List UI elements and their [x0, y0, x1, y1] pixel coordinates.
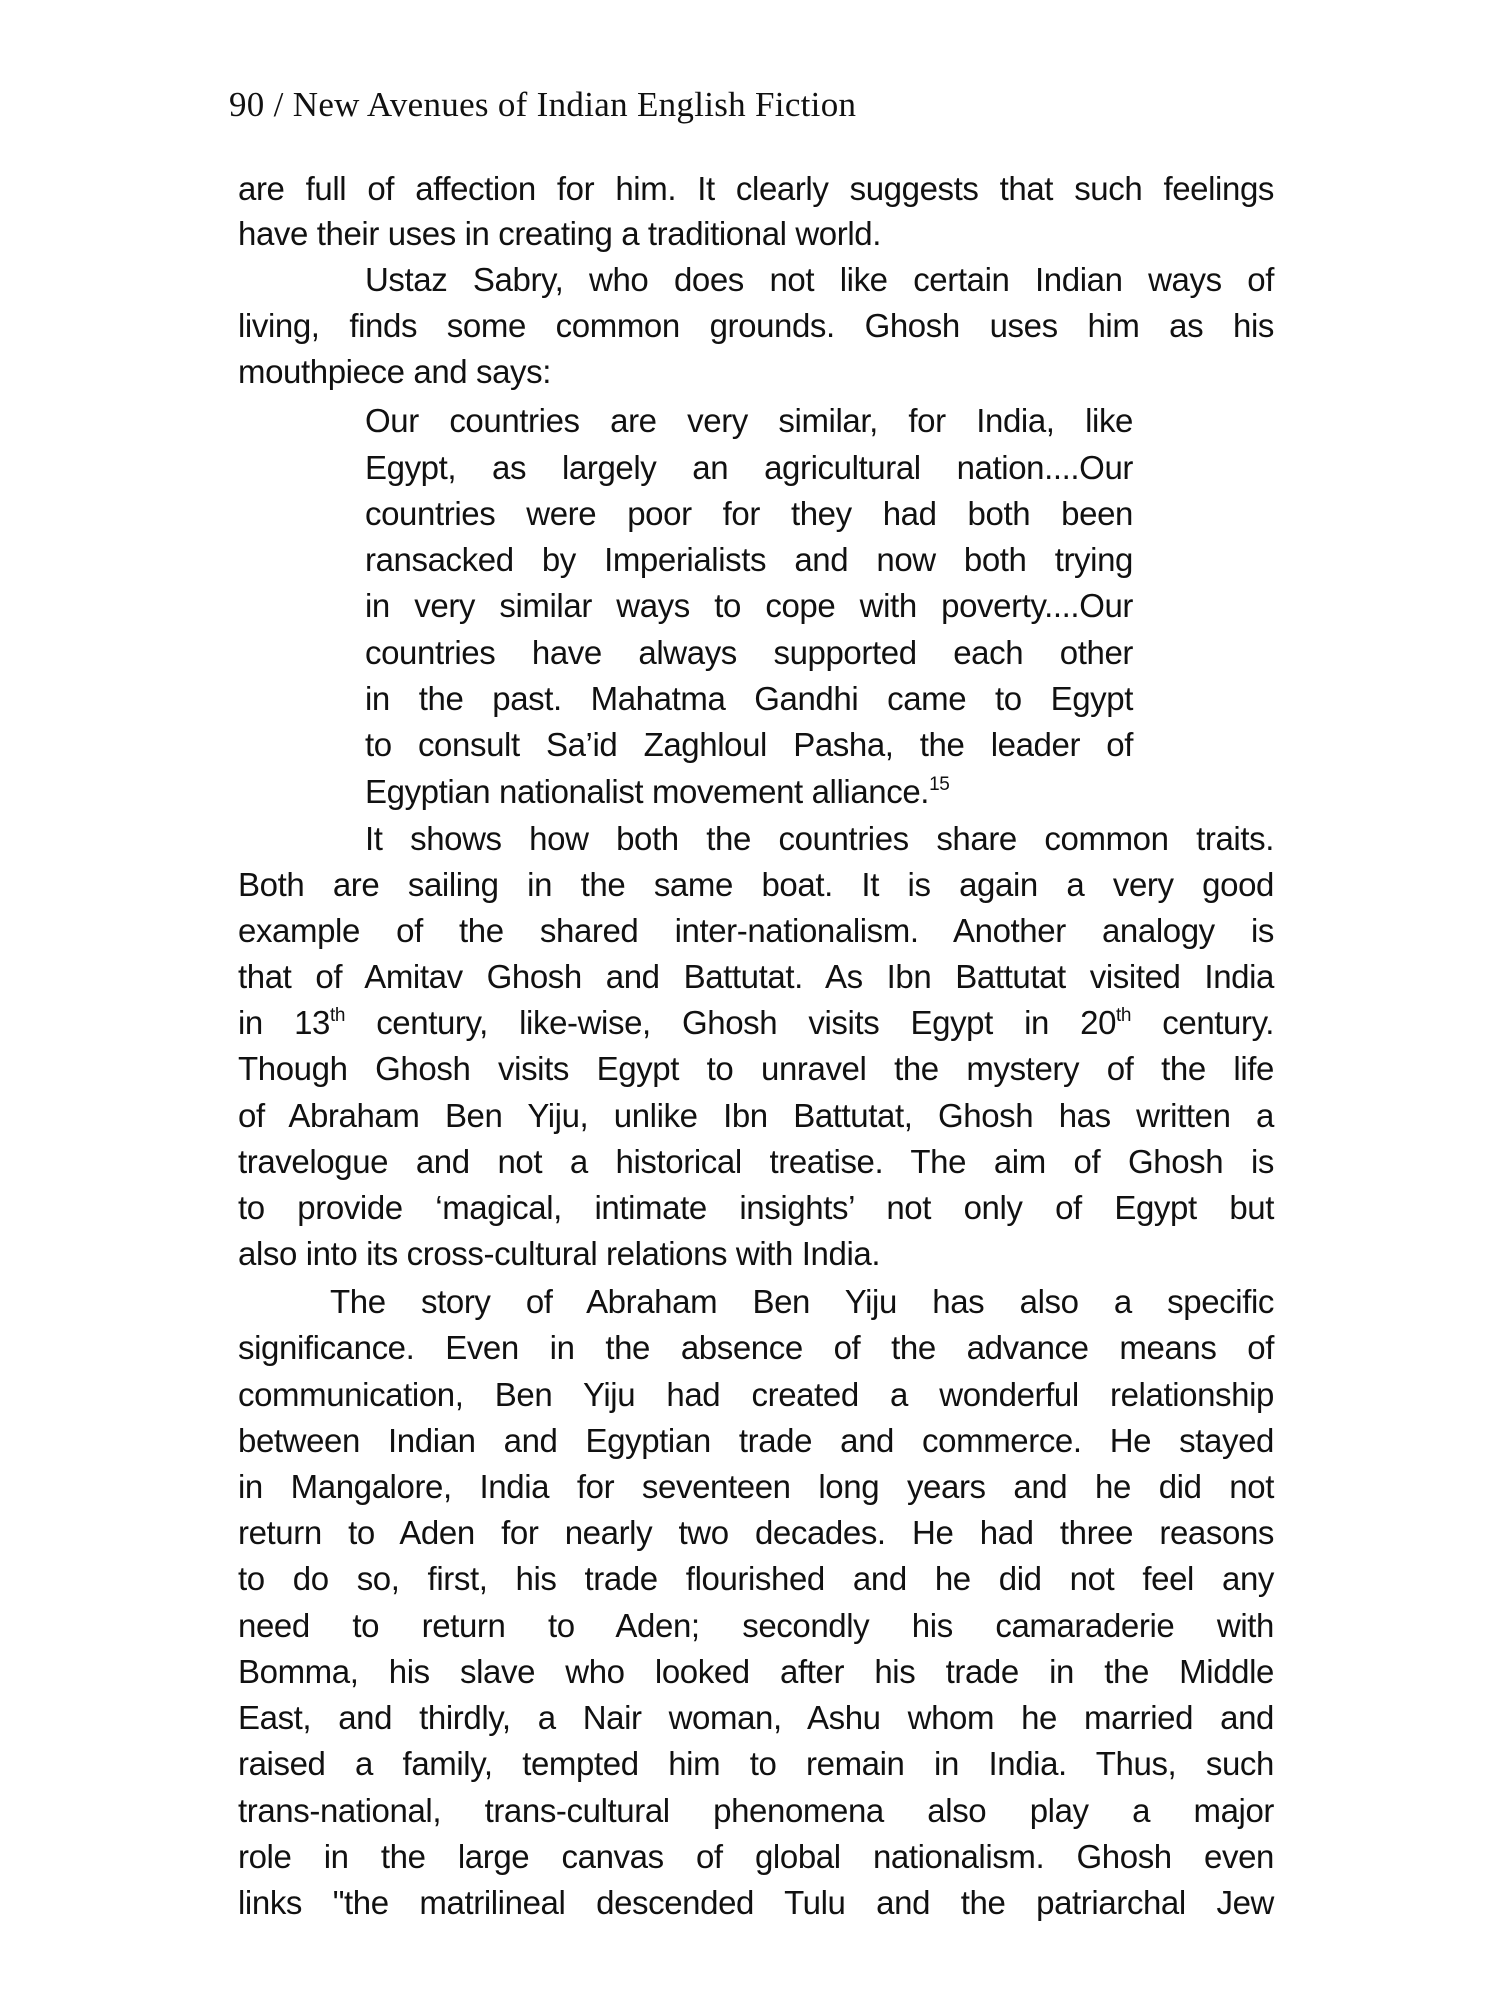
running-header	[229, 82, 1329, 128]
body-line: to do so, first, his trade flourished and he did not feel any	[238, 1560, 1274, 1597]
body-line: The story of Abraham Ben Yiju has also a specific	[330, 1283, 1274, 1320]
quote-line: in very similar ways to cope with poverty....Our	[365, 587, 1133, 624]
quote-line	[365, 771, 1133, 813]
body-line: that of Amitav Ghosh and Battutat. As Ibn Battutat visited India	[238, 958, 1274, 995]
body-line: are full of affection for him. It clearly suggests that such feelings	[238, 170, 1274, 207]
body-line: raised a family, tempted him to remain in India. Thus, such	[238, 1745, 1274, 1782]
body-line: links "the matrilineal descended Tulu and the patriarchal Jew	[238, 1884, 1274, 1921]
body-line: also into its cross-cultural relations with India.	[238, 1235, 881, 1272]
quote-line: in the past. Mahatma Gandhi came to Egypt	[365, 680, 1133, 717]
body-line: to provide ‘magical, intimate insights’ not only of Egypt but	[238, 1189, 1274, 1226]
ordinal-suffix: th	[329, 1005, 346, 1026]
quote-text: Egyptian nationalist movement alliance.	[365, 773, 930, 810]
body-line: travelogue and not a historical treatise. The aim of Ghosh is	[238, 1143, 1274, 1180]
body-line: communication, Ben Yiju had created a wonderful relationship	[238, 1376, 1274, 1413]
ordinal-suffix: th	[1116, 1005, 1132, 1026]
body-line: Though Ghosh visits Egypt to unravel the mystery of the life	[238, 1050, 1274, 1087]
body-line: Bomma, his slave who looked after his trade in the Middle	[238, 1653, 1274, 1690]
quote-line: ransacked by Imperialists and now both trying	[365, 541, 1133, 578]
quote-line: Egypt, as largely an agricultural nation....Our	[365, 449, 1133, 486]
text-run: century, like-wise, Ghosh visits Egypt in 20	[345, 1004, 1117, 1041]
body-line: return to Aden for nearly two decades. He had three reasons	[238, 1514, 1274, 1551]
quote-line: countries were poor for they had both been	[365, 495, 1133, 532]
body-line: Both are sailing in the same boat. It is again a very good	[238, 866, 1274, 903]
running-title: / New Avenues of Indian English Fiction	[273, 85, 857, 124]
body-line: need to return to Aden; secondly his camaraderie with	[238, 1607, 1274, 1644]
text-run: century.	[1131, 1004, 1275, 1041]
body-line: It shows how both the countries share common traits.	[365, 820, 1274, 857]
quote-line: countries have always supported each other	[365, 634, 1133, 671]
text-run: in 13	[238, 1004, 330, 1041]
body-line: example of the shared inter-nationalism. Another analogy is	[238, 912, 1274, 949]
body-line: of Abraham Ben Yiju, unlike Ibn Battutat, Ghosh has written a	[238, 1097, 1274, 1134]
body-line: in Mangalore, India for seventeen long years and he did not	[238, 1468, 1274, 1505]
body-line: living, finds some common grounds. Ghosh uses him as his	[238, 307, 1274, 344]
body-line	[238, 1002, 1274, 1044]
page-number: 90	[229, 85, 265, 124]
quote-line: to consult Sa’id Zaghloul Pasha, the leader of	[365, 726, 1133, 763]
footnote-marker: 15	[929, 774, 950, 795]
body-line: Ustaz Sabry, who does not like certain Indian ways of	[365, 261, 1274, 298]
quote-line: Our countries are very similar, for India, like	[365, 402, 1133, 439]
body-line: significance. Even in the absence of the advance means of	[238, 1329, 1274, 1366]
body-line: role in the large canvas of global nationalism. Ghosh even	[238, 1838, 1274, 1875]
body-line: East, and thirdly, a Nair woman, Ashu whom he married and	[238, 1699, 1274, 1736]
body-line: mouthpiece and says:	[238, 353, 552, 390]
body-line: between Indian and Egyptian trade and commerce. He stayed	[238, 1422, 1274, 1459]
body-line: trans-national, trans-cultural phenomena also play a major	[238, 1792, 1274, 1829]
body-line: have their uses in creating a traditional world.	[238, 215, 881, 252]
